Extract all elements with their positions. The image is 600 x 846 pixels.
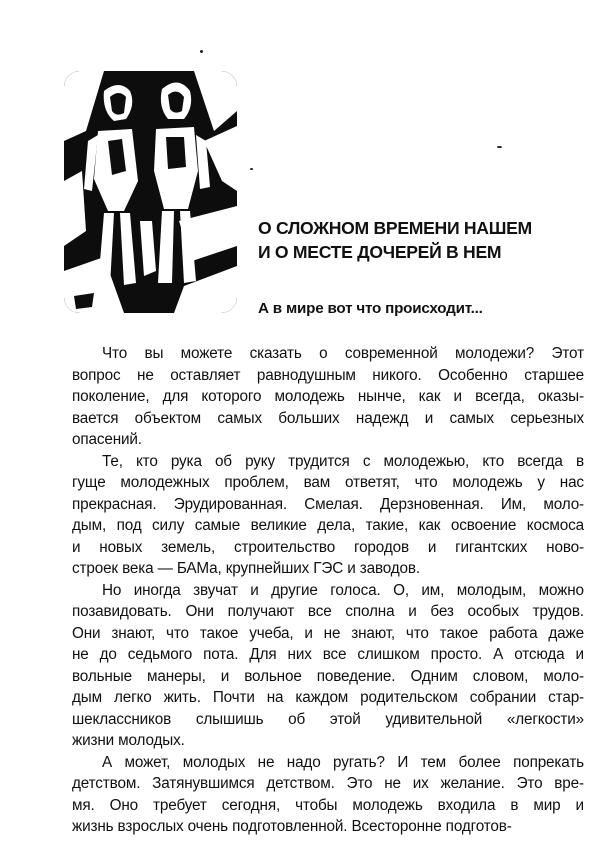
text-line: Они знают, что такое учеба, и не знают, что такое работа даже — [72, 624, 584, 642]
text-line: вопрос не оставляет равнодушным никого. Особенно старшее — [72, 366, 584, 384]
text-line: дым, под силу самые великие дела, такие, как освоение космоса — [72, 517, 584, 534]
text-line: не до седьмого пота. Для них все слишком просто. А отсюда и — [72, 646, 584, 663]
article-headline — [258, 216, 594, 264]
article-paragraph — [72, 343, 584, 451]
headline-line: О СЛОЖНОМ ВРЕМЕНИ НАШЕМ — [258, 218, 532, 238]
text-line: Что вы можете сказать о современной молодежи? Этот — [102, 345, 584, 362]
two-girls-icon — [64, 71, 237, 313]
article-paragraph — [72, 752, 584, 838]
text-line: прекрасная. Эрудированная. Смелая. Дерзновенная. Им, моло- — [72, 495, 584, 513]
text-line: А может, молодых не надо ругать? И тем более попрекать — [102, 753, 584, 771]
text-line: строек века — БАМа, крупнейших ГЭС и заводов. — [72, 560, 420, 577]
text-line: шеклассников слышишь об этой удивительной «легкости» — [72, 710, 584, 728]
text-line: жизни молодых. — [72, 732, 185, 749]
headline-line: И О МЕСТЕ ДОЧЕРЕЙ В НЕМ — [258, 242, 502, 262]
text-line: жизнь взрослых очень подготовленной. Всесторонне подготов- — [72, 818, 512, 835]
text-line: мя. Оно требует сегодня, чтобы молодежь входила в мир и — [72, 796, 584, 814]
article-paragraph — [72, 451, 584, 580]
article-body — [72, 343, 584, 838]
text-line: дым легко жить. Почти на каждом родительском собрании стар- — [72, 689, 584, 706]
text-line: Те, кто рука об руку трудится с молодежью, кто всегда в — [102, 452, 584, 470]
text-line: детством. Затянувшимся детством. Это не их желание. Это вре- — [72, 775, 584, 792]
text-line: поколение, для которого молодежь нынче, как и всегда, оказы- — [72, 388, 584, 405]
article-paragraph — [72, 580, 584, 752]
text-line: опасений. — [72, 431, 142, 448]
woodcut-illustration — [64, 71, 237, 313]
article-subheading: А в мире вот что происходит... — [258, 300, 483, 317]
text-line: и новых земель, строительство городов и гигантских ново- — [72, 538, 584, 556]
text-line: вается объектом самых больших надежд и самых серьезных — [72, 409, 584, 427]
text-line: Но иногда звучат и другие голоса. О, им, молодым, можно — [102, 581, 584, 599]
text-line: вольные манеры, и вольное поведение. Одним словом, моло- — [72, 667, 584, 685]
text-line: позавидовать. Они получают все сполна и без особых трудов. — [72, 603, 584, 620]
text-line: гуще молодежных проблем, вам ответят, что молодежь у нас — [72, 474, 584, 491]
